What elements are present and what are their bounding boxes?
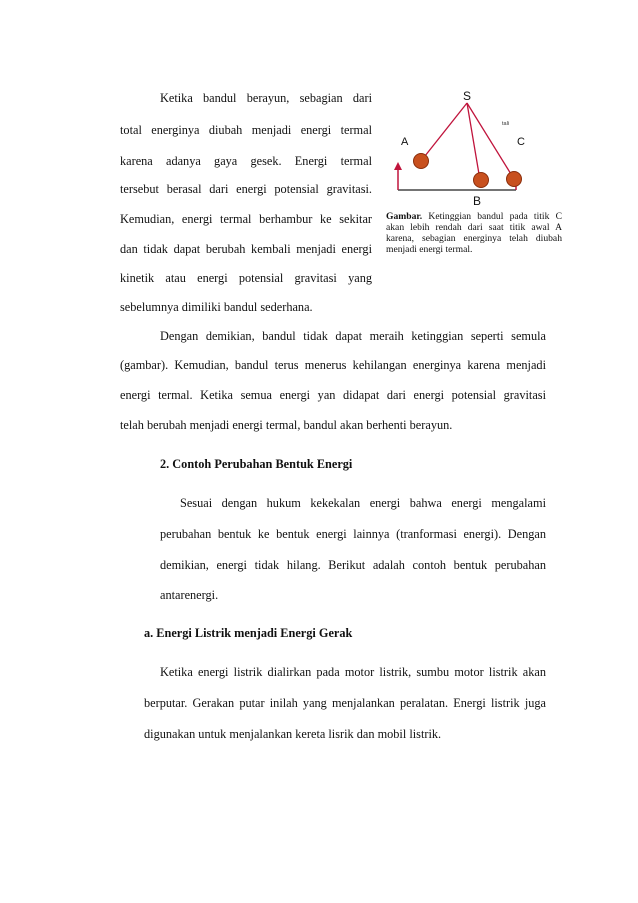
paragraph-line: antarenergi. xyxy=(160,588,219,602)
paragraph-line: energi termal. Ketika semua energi yan didapat dari energi potensial gravitasi xyxy=(120,388,546,402)
paragraph-line: Dengan demikian, bandul tidak dapat meraih ketinggian seperti semula xyxy=(160,329,546,343)
paragraph-line: perubahan bentuk ke bentuk energi lainnya (tranformasi energi). Dengan xyxy=(160,527,546,541)
paragraph-line: digunakan untuk menjalankan kereta lisrik dan mobil listrik. xyxy=(144,727,442,741)
paragraph-line: Kemudian, energi termal berhambur ke sekitar xyxy=(120,212,372,226)
arrow-head-a xyxy=(394,162,402,170)
bob-c xyxy=(507,172,522,187)
paragraph-line: kinetik atau energi potensial gravitasi yang xyxy=(120,271,372,285)
paragraph-line: berputar. Gerakan putar inilah yang menjalankan peralatan. Energi listrik juga xyxy=(144,696,546,710)
paragraph-line: (gambar). Kemudian, bandul terus menerus kehilangan energinya karena menjadi xyxy=(120,358,546,372)
caption-label: Gambar. xyxy=(386,211,423,222)
caption-line: karena, sebagian energinya telah diubah xyxy=(386,233,562,244)
caption-line: akan lebih rendah dari saat titik awal A xyxy=(386,222,562,233)
bob-b xyxy=(474,173,489,188)
paragraph-line: telah berubah menjadi energi termal, bandul akan berhenti berayun. xyxy=(120,418,453,432)
pendulum-figure xyxy=(384,86,564,216)
label-c: C xyxy=(517,136,525,148)
label-a: A xyxy=(401,136,409,148)
caption-text: Ketinggian bandul pada titik C xyxy=(428,211,562,222)
paragraph-line: tersebut berasal dari energi potensial gravitasi. xyxy=(120,182,372,196)
label-b: B xyxy=(473,194,482,208)
caption-line xyxy=(386,211,562,223)
paragraph-line: karena adanya gaya gesek. Energi termal xyxy=(120,154,372,168)
label-s: S xyxy=(463,89,472,103)
string-to-a xyxy=(421,103,467,161)
bob-a xyxy=(414,154,429,169)
paragraph-line: total energinya diubah menjadi energi termal xyxy=(120,123,372,137)
caption-line: menjadi energi termal. xyxy=(386,244,473,255)
label-tali: tali xyxy=(502,121,510,127)
paragraph-line: Ketika energi listrik dialirkan pada motor listrik, sumbu motor listrik akan xyxy=(160,665,546,679)
paragraph-line: Ketika bandul berayun, sebagian dari xyxy=(160,91,372,105)
paragraph-line: Sesuai dengan hukum kekekalan energi bahwa energi mengalami xyxy=(180,496,546,510)
paragraph-line: dan tidak dapat berubah kembali menjadi energi xyxy=(120,242,372,256)
paragraph-line: sebelumnya dimiliki bandul sederhana. xyxy=(120,300,313,314)
paragraph-line: demikian, energi tidak hilang. Berikut adalah contoh bentuk perubahan xyxy=(160,558,546,572)
section-heading: 2. Contoh Perubahan Bentuk Energi xyxy=(160,457,353,471)
subsection-heading: a. Energi Listrik menjadi Energi Gerak xyxy=(144,626,353,640)
